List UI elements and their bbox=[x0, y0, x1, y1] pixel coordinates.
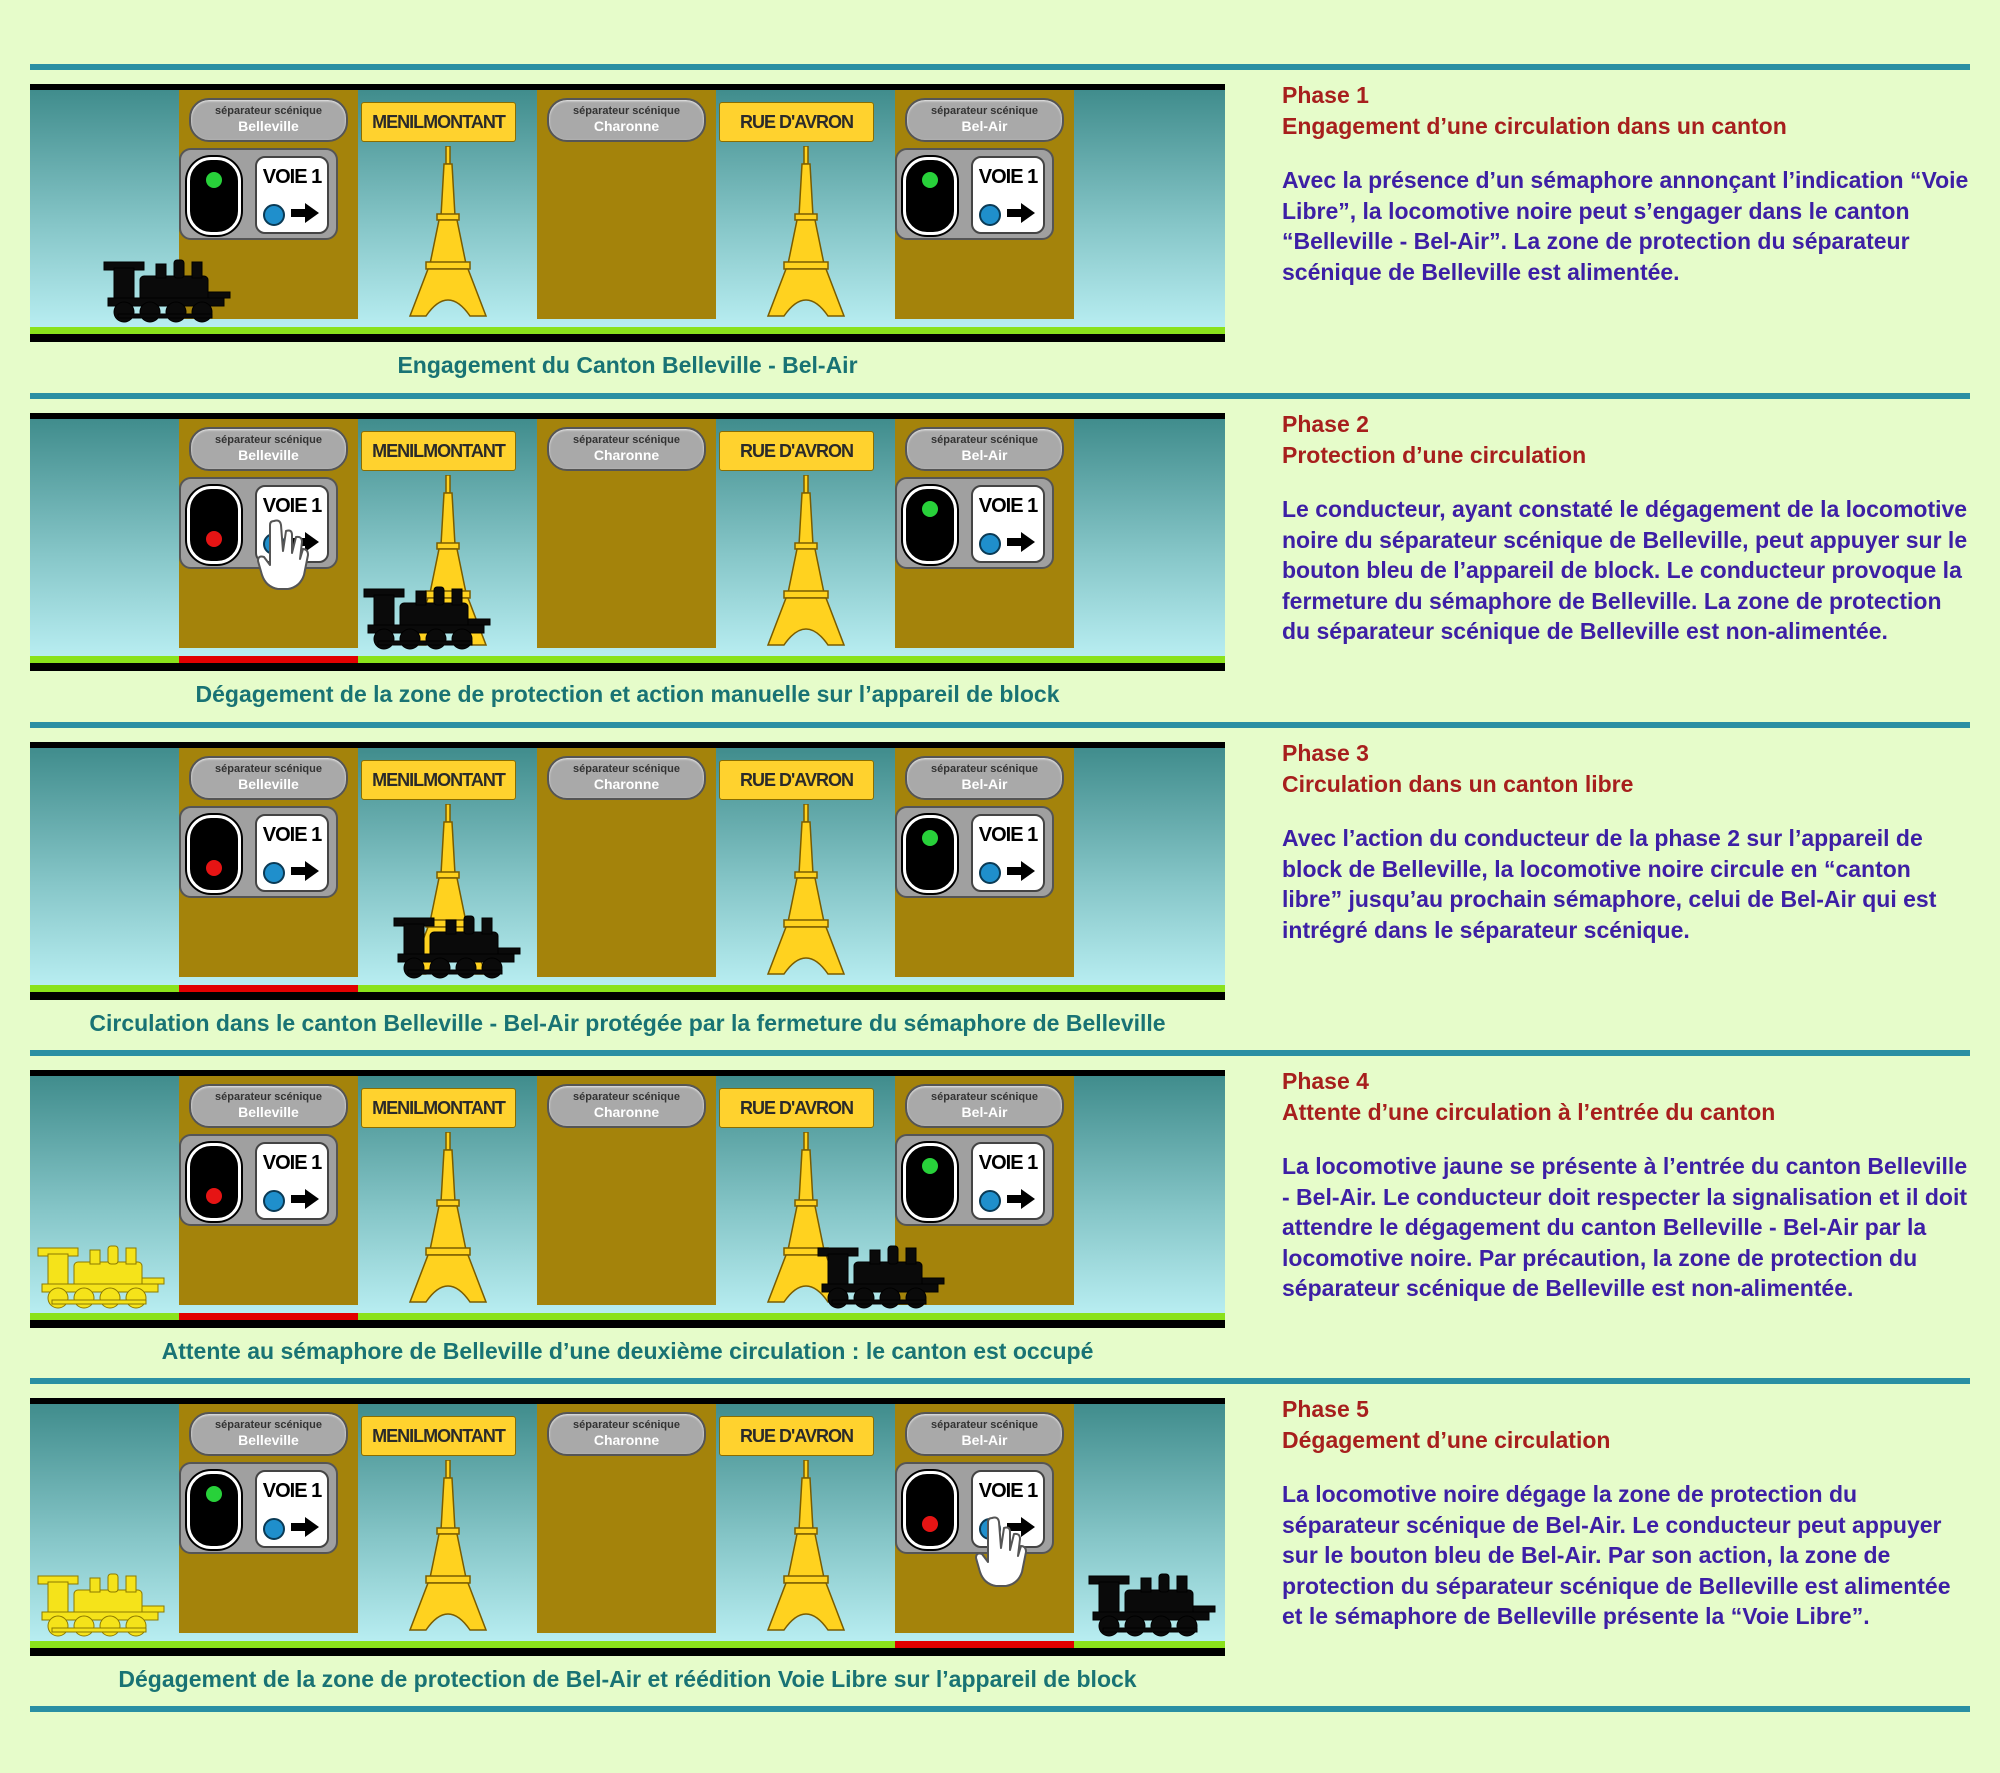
phase-body: La locomotive noire dégage la zone de protection du séparateur scénique de Bel-Air. Le conducteur peut appuyer sur le bouton bleu de Bel-Air. Par son action, la zone de protection du séparateur scénique de Belleville est alimentée et le sémaphore de Belleville présente la “Voie Libre”. bbox=[1282, 1481, 1951, 1629]
scene bbox=[30, 1398, 1225, 1656]
eiffel-tower-icon bbox=[408, 146, 488, 318]
voie-panel bbox=[971, 814, 1045, 892]
separator-prefix: séparateur scénique bbox=[573, 105, 680, 117]
separator-prefix: séparateur scénique bbox=[215, 434, 322, 446]
blue-button[interactable] bbox=[263, 862, 285, 884]
track-black bbox=[30, 663, 1225, 671]
separator-prefix: séparateur scénique bbox=[215, 105, 322, 117]
block-device-belair bbox=[895, 148, 1054, 240]
semaphore-belleville bbox=[187, 1471, 241, 1549]
protection-zone-off-belleville bbox=[179, 985, 358, 992]
separator-label-charonne bbox=[547, 98, 706, 142]
locomotive-yellow-icon bbox=[34, 1566, 168, 1638]
separator-name: Charonne bbox=[593, 447, 660, 463]
green-light bbox=[922, 501, 938, 517]
separator-prefix: séparateur scénique bbox=[573, 763, 680, 775]
separator-column-charonne bbox=[537, 1404, 716, 1633]
phase-panel bbox=[30, 728, 1970, 1056]
separator-label-belair bbox=[905, 98, 1064, 142]
station-sign-menilmontant: MENILMONTANT bbox=[361, 760, 516, 800]
separator-name: Charonne bbox=[593, 118, 660, 134]
arrow-right-icon bbox=[1005, 860, 1037, 882]
separator-column-belair bbox=[895, 419, 1074, 648]
semaphore-belair bbox=[903, 1143, 957, 1221]
separator-prefix: séparateur scénique bbox=[931, 105, 1038, 117]
track-black bbox=[30, 992, 1225, 1000]
arrow-right-icon bbox=[1005, 202, 1037, 224]
separator-name: Bel-Air bbox=[961, 447, 1008, 463]
phase-description bbox=[1282, 738, 1972, 945]
separator-prefix: séparateur scénique bbox=[215, 1091, 322, 1103]
separator-column-charonne bbox=[537, 1076, 716, 1305]
phase-subtitle: Dégagement d’une circulation bbox=[1282, 1427, 1611, 1453]
station-sign-rue-davron: RUE D'AVRON bbox=[719, 431, 874, 471]
separator-prefix: séparateur scénique bbox=[573, 1419, 680, 1431]
phase-title: Phase 3 bbox=[1282, 740, 1369, 766]
separator-name: Bel-Air bbox=[961, 1432, 1008, 1448]
voie-label: VOIE 1 bbox=[978, 1152, 1038, 1174]
red-light bbox=[922, 1516, 938, 1532]
block-device-belair bbox=[895, 1134, 1054, 1226]
separator-label-belleville bbox=[189, 1412, 348, 1456]
block-device-belleville bbox=[179, 1134, 338, 1226]
voie-panel bbox=[971, 485, 1045, 563]
separator-prefix: séparateur scénique bbox=[215, 763, 322, 775]
green-light bbox=[206, 172, 222, 188]
separator-label-belleville bbox=[189, 756, 348, 800]
phase-subtitle: Attente d’une circulation à l’entrée du canton bbox=[1282, 1099, 1776, 1125]
arrow-right-icon bbox=[289, 202, 321, 224]
semaphore-belair bbox=[903, 157, 957, 235]
phase-panel bbox=[30, 399, 1970, 727]
separator-label-belleville bbox=[189, 1084, 348, 1128]
locomotive-black-icon bbox=[360, 579, 494, 651]
separator-name: Belleville bbox=[238, 1432, 299, 1448]
separator-prefix: séparateur scénique bbox=[931, 1419, 1038, 1431]
track-black bbox=[30, 334, 1225, 342]
voie-label: VOIE 1 bbox=[978, 495, 1038, 517]
voie-label: VOIE 1 bbox=[262, 1152, 322, 1174]
separator-label-belair bbox=[905, 1412, 1064, 1456]
voie-label: VOIE 1 bbox=[262, 166, 322, 188]
voie-label: VOIE 1 bbox=[978, 824, 1038, 846]
separator-name: Belleville bbox=[238, 1104, 299, 1120]
separator-name: Bel-Air bbox=[961, 1104, 1008, 1120]
station-sign-menilmontant: MENILMONTANT bbox=[361, 102, 516, 142]
scene bbox=[30, 742, 1225, 1000]
phase-body: Avec la présence d’un sémaphore annonçant l’indication “Voie Libre”, la locomotive noire peut s’engager dans le canton “Belleville - Bel-Air”. La zone de protection du séparateur scénique de Belleville est alimentée. bbox=[1282, 167, 1969, 285]
arrow-right-icon bbox=[289, 860, 321, 882]
separator-name: Belleville bbox=[238, 776, 299, 792]
scene-caption: Dégagement de la zone de protection de Bel-Air et réédition Voie Libre sur l’appareil de block bbox=[118, 1666, 1137, 1692]
voie-panel bbox=[255, 1142, 329, 1220]
green-light bbox=[922, 172, 938, 188]
separator-prefix: séparateur scénique bbox=[931, 1091, 1038, 1103]
voie-label: VOIE 1 bbox=[978, 1480, 1038, 1502]
track-green bbox=[30, 327, 1225, 334]
phase-subtitle: Engagement d’une circulation dans un canton bbox=[1282, 113, 1787, 139]
blue-button[interactable] bbox=[979, 1190, 1001, 1212]
arrow-right-icon bbox=[289, 1188, 321, 1210]
station-sign-menilmontant: MENILMONTANT bbox=[361, 431, 516, 471]
semaphore-belair bbox=[903, 486, 957, 564]
eiffel-tower-icon bbox=[408, 1132, 488, 1304]
voie-label: VOIE 1 bbox=[262, 495, 322, 517]
phase-panel bbox=[30, 1056, 1970, 1384]
separator-column-belair bbox=[895, 90, 1074, 319]
eiffel-tower-icon bbox=[408, 1460, 488, 1632]
voie-label: VOIE 1 bbox=[978, 166, 1038, 188]
separator-label-charonne bbox=[547, 1084, 706, 1128]
station-sign-rue-davron: RUE D'AVRON bbox=[719, 1088, 874, 1128]
semaphore-belair bbox=[903, 1471, 957, 1549]
separator-label-belair bbox=[905, 756, 1064, 800]
semaphore-belleville bbox=[187, 815, 241, 893]
voie-panel bbox=[255, 156, 329, 234]
separator-column-charonne bbox=[537, 419, 716, 648]
locomotive-black-icon bbox=[1085, 1566, 1219, 1638]
blue-button[interactable] bbox=[263, 204, 285, 226]
blue-button[interactable] bbox=[979, 533, 1001, 555]
phase-panel bbox=[30, 70, 1970, 398]
separator-name: Bel-Air bbox=[961, 776, 1008, 792]
locomotive-yellow-icon bbox=[34, 1238, 168, 1310]
green-light bbox=[922, 1158, 938, 1174]
voie-panel bbox=[255, 814, 329, 892]
hand-pointer-icon bbox=[974, 1514, 1028, 1588]
block-device-belleville bbox=[179, 148, 338, 240]
separator-column-belleville bbox=[179, 1404, 358, 1633]
green-light bbox=[922, 830, 938, 846]
separator-column-charonne bbox=[537, 748, 716, 977]
station-sign-rue-davron: RUE D'AVRON bbox=[719, 1416, 874, 1456]
station-sign-rue-davron: RUE D'AVRON bbox=[719, 102, 874, 142]
blue-button[interactable] bbox=[263, 1190, 285, 1212]
phase-description bbox=[1282, 1394, 1972, 1632]
phase-description bbox=[1282, 80, 1972, 287]
phase-title: Phase 5 bbox=[1282, 1396, 1369, 1422]
protection-zone-off-belleville bbox=[179, 656, 358, 663]
locomotive-black-icon bbox=[100, 252, 234, 324]
separator-label-charonne bbox=[547, 427, 706, 471]
scene-caption: Dégagement de la zone de protection et action manuelle sur l’appareil de block bbox=[195, 681, 1060, 707]
red-light bbox=[206, 1188, 222, 1204]
blue-button[interactable] bbox=[979, 862, 1001, 884]
phase-description bbox=[1282, 409, 1972, 647]
eiffel-tower-icon bbox=[766, 146, 846, 318]
semaphore-belair bbox=[903, 815, 957, 893]
voie-panel bbox=[255, 1470, 329, 1548]
hand-pointer-icon bbox=[256, 517, 310, 591]
scene-caption: Circulation dans le canton Belleville - Bel-Air protégée par la fermeture du sémaphore de Belleville bbox=[89, 1010, 1166, 1036]
red-light bbox=[206, 860, 222, 876]
separator-name: Charonne bbox=[593, 776, 660, 792]
separator-prefix: séparateur scénique bbox=[573, 434, 680, 446]
arrow-right-icon bbox=[289, 1516, 321, 1538]
blue-button[interactable] bbox=[263, 1518, 285, 1540]
locomotive-black-icon bbox=[814, 1238, 948, 1310]
station-sign-rue-davron: RUE D'AVRON bbox=[719, 760, 874, 800]
voie-panel bbox=[971, 156, 1045, 234]
track-black bbox=[30, 1648, 1225, 1656]
separator-prefix: séparateur scénique bbox=[573, 1091, 680, 1103]
separator-label-belleville bbox=[189, 98, 348, 142]
phase-body: Le conducteur, ayant constaté le dégagement de la locomotive noire du séparateur scénique de Belleville, peut appuyer sur le bouton bleu de l’appareil de block. Le conducteur provoque la fermeture du sémaphore de Belleville. La zone de protection du séparateur scénique de Belleville est non-alimentée. bbox=[1282, 496, 1968, 644]
protection-zone-off-belleville bbox=[179, 1313, 358, 1320]
block-device-belair bbox=[895, 806, 1054, 898]
scene bbox=[30, 1070, 1225, 1328]
phase-panel bbox=[30, 1384, 1970, 1712]
scene-caption: Attente au sémaphore de Belleville d’une deuxième circulation : le canton est occupé bbox=[161, 1338, 1094, 1364]
separator-prefix: séparateur scénique bbox=[215, 1419, 322, 1431]
separator-name: Belleville bbox=[238, 447, 299, 463]
station-sign-menilmontant: MENILMONTANT bbox=[361, 1088, 516, 1128]
block-device-belair bbox=[895, 477, 1054, 569]
protection-zone-off-belair bbox=[895, 1641, 1074, 1648]
separator-name: Charonne bbox=[593, 1432, 660, 1448]
separator-prefix: séparateur scénique bbox=[931, 763, 1038, 775]
scene bbox=[30, 413, 1225, 671]
phase-subtitle: Circulation dans un canton libre bbox=[1282, 771, 1634, 797]
phase-title: Phase 4 bbox=[1282, 1068, 1369, 1094]
separator-name: Bel-Air bbox=[961, 118, 1008, 134]
scene bbox=[30, 84, 1225, 342]
separator-name: Charonne bbox=[593, 1104, 660, 1120]
green-light bbox=[206, 1486, 222, 1502]
separator-label-charonne bbox=[547, 1412, 706, 1456]
voie-label: VOIE 1 bbox=[262, 824, 322, 846]
semaphore-belleville bbox=[187, 1143, 241, 1221]
semaphore-belleville bbox=[187, 157, 241, 235]
red-light bbox=[206, 531, 222, 547]
separator-label-belleville bbox=[189, 427, 348, 471]
separator-name: Belleville bbox=[238, 118, 299, 134]
semaphore-belleville bbox=[187, 486, 241, 564]
blue-button[interactable] bbox=[979, 204, 1001, 226]
eiffel-tower-icon bbox=[766, 1460, 846, 1632]
phase-title: Phase 1 bbox=[1282, 82, 1369, 108]
arrow-right-icon bbox=[1005, 531, 1037, 553]
separator-column-belair bbox=[895, 748, 1074, 977]
phase-body: La locomotive jaune se présente à l’entrée du canton Belleville - Bel-Air. Le conducteur doit respecter la signalisation et il doit attendre le dégagement du canton Belleville - Bel-Air par la locomotive noire. Par précaution, la zone de protection du séparateur scénique de Belleville est non-alimentée. bbox=[1282, 1153, 1968, 1301]
scene-caption: Engagement du Canton Belleville - Bel-Air bbox=[397, 352, 858, 378]
station-sign-menilmontant: MENILMONTANT bbox=[361, 1416, 516, 1456]
phase-subtitle: Protection d’une circulation bbox=[1282, 442, 1587, 468]
phase-body: Avec l’action du conducteur de la phase 2 sur l’appareil de block de Belleville, la locomotive noire circule en “canton libre” jusqu’au prochain sémaphore, celui de Bel-Air qui est intrégré dans le séparateur scénique. bbox=[1282, 825, 1937, 943]
separator-prefix: séparateur scénique bbox=[931, 434, 1038, 446]
locomotive-black-icon bbox=[390, 908, 524, 980]
separator-column-belleville bbox=[179, 1076, 358, 1305]
separator-label-belair bbox=[905, 427, 1064, 471]
voie-panel bbox=[971, 1142, 1045, 1220]
eiffel-tower-icon bbox=[766, 804, 846, 976]
block-device-belleville bbox=[179, 1462, 338, 1554]
track-black bbox=[30, 1320, 1225, 1328]
eiffel-tower-icon bbox=[766, 475, 846, 647]
arrow-right-icon bbox=[1005, 1188, 1037, 1210]
phase-description bbox=[1282, 1066, 1972, 1304]
block-device-belleville bbox=[179, 806, 338, 898]
separator-label-belair bbox=[905, 1084, 1064, 1128]
separator-column-charonne bbox=[537, 90, 716, 319]
voie-label: VOIE 1 bbox=[262, 1480, 322, 1502]
phase-title: Phase 2 bbox=[1282, 411, 1369, 437]
separator-column-belleville bbox=[179, 748, 358, 977]
separator-label-charonne bbox=[547, 756, 706, 800]
